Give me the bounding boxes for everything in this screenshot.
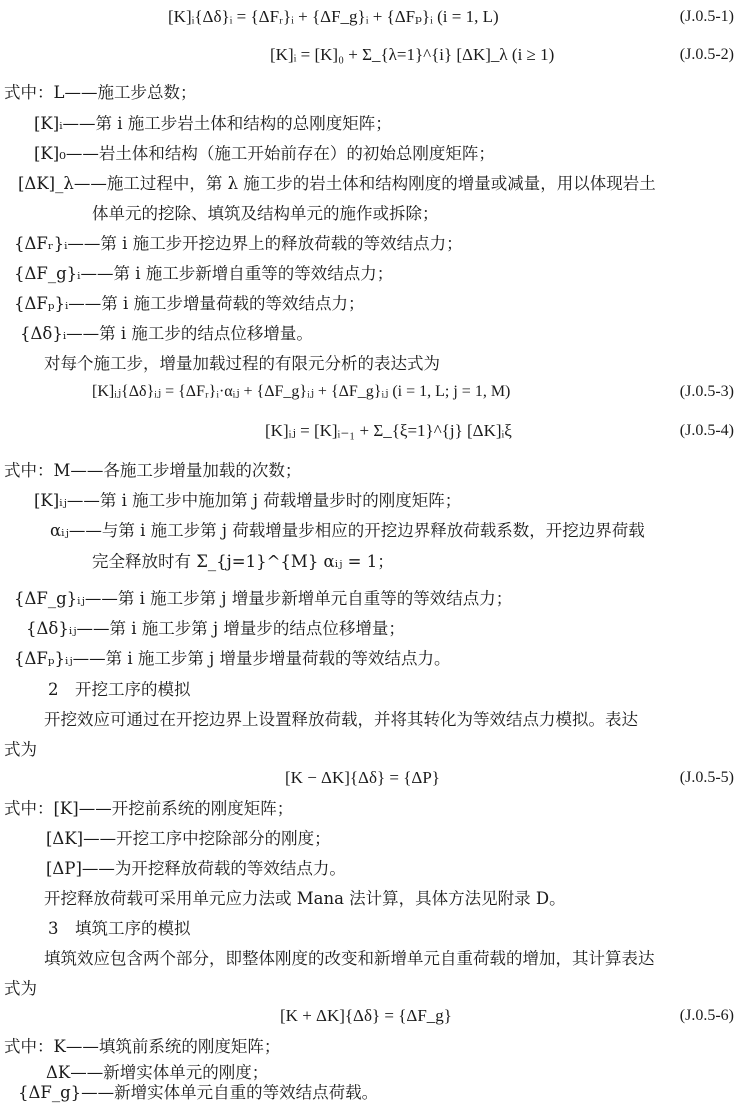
equation-number: (J.0.5-1) — [679, 8, 734, 25]
text-line: 填筑效应包含两个部分，即整体刚度的改变和新增单元自重荷载的增加，其计算表达 — [44, 949, 655, 968]
text-line: [K]₀——岩土体和结构（施工开始前存在）的初始总刚度矩阵； — [34, 144, 495, 163]
text-line: 式为 — [4, 740, 37, 759]
text-line: {Δδ}ᵢⱼ——第 i 施工步第 j 增量步的结点位移增量； — [26, 619, 405, 638]
text-line: 开挖释放荷载可采用单元应力法或 Mana 法计算，具体方法见附录 D。 — [44, 889, 566, 908]
text-line: 式中：[K]——开挖前系统的刚度矩阵； — [4, 799, 294, 818]
text-line: 式中：K——填筑前系统的刚度矩阵； — [4, 1037, 281, 1056]
text-line: ΔK——新增实体单元的刚度； — [46, 1063, 269, 1082]
text-line: 式为 — [4, 979, 37, 998]
equation-j0-5-6: [K + ΔK]{Δδ} = {ΔF_g} — [280, 1006, 452, 1025]
equation-j0-5-2: [K]ᵢ = [K]₀ + Σ_{λ=1}^{i} [ΔK]_λ (i ≥ 1) — [270, 45, 555, 64]
equation-number: (J.0.5-6) — [679, 1007, 734, 1024]
text-line: [K]ᵢⱼ——第 i 施工步中施加第 j 荷载增量步时的刚度矩阵； — [34, 491, 462, 510]
text-line: {Δδ}ᵢ——第 i 施工步的结点位移增量。 — [20, 324, 313, 343]
text-line: 完全释放时有 Σ_{j=1}^{M} αᵢⱼ = 1； — [92, 552, 394, 571]
equation-number: (J.0.5-3) — [679, 383, 734, 400]
text-line: [ΔK]——开挖工序中挖除部分的刚度； — [46, 829, 331, 848]
text-line: {ΔFᵣ}ᵢ——第 i 施工步开挖边界上的释放荷载的等效结点力； — [14, 234, 463, 253]
text-line: 式中：M——各施工步增量加载的次数； — [4, 461, 302, 480]
text-line: 式中：L——施工步总数； — [4, 83, 197, 102]
text-line: {ΔF_g}——新增实体单元自重的等效结点荷载。 — [18, 1083, 379, 1102]
equation-number: (J.0.5-4) — [679, 422, 734, 439]
text-line: {ΔFₚ}ᵢ——第 i 施工步增量荷载的等效结点力； — [14, 294, 365, 313]
equation-j0-5-4: [K]ᵢⱼ = [K]ᵢ₋₁ + Σ_{ξ=1}^{j} [ΔK]ᵢξ — [265, 421, 512, 440]
text-line: {ΔF_g}ᵢⱼ——第 i 施工步第 j 增量步新增单元自重等的等效结点力； — [14, 589, 513, 608]
equation-j0-5-3: [K]ᵢⱼ{Δδ}ᵢⱼ = {ΔFᵣ}ᵢ·αᵢⱼ + {ΔF_g}ᵢⱼ + {ΔF_g}ᵢⱼ (i = 1, L; j = 1, M) — [92, 383, 511, 400]
text-line: 开挖效应可通过在开挖边界上设置释放荷载，并将其转化为等效结点力模拟。表达 — [44, 710, 638, 729]
text-line: [K]ᵢ——第 i 施工步岩土体和结构的总刚度矩阵； — [34, 114, 392, 133]
text-line: [ΔK]_λ——施工过程中，第 λ 施工步的岩土体和结构刚度的增量或减量，用以体现岩土 — [18, 174, 656, 193]
text-line: {ΔF_g}ᵢ——第 i 施工步新增自重等的等效结点力； — [14, 264, 394, 283]
section-heading: 3 填筑工序的模拟 — [48, 919, 191, 938]
text-line: αᵢⱼ——与第 i 施工步第 j 荷载增量步相应的开挖边界释放荷载系数，开挖边界荷载 — [50, 521, 645, 540]
text-line: [ΔP]——为开挖释放荷载的等效结点力。 — [46, 859, 346, 878]
section-heading: 2 开挖工序的模拟 — [48, 680, 191, 699]
equation-number: (J.0.5-5) — [679, 769, 734, 786]
text-line: {ΔFₚ}ᵢⱼ——第 i 施工步第 j 增量步增量荷载的等效结点力。 — [14, 649, 451, 668]
text-line: 对每个施工步，增量加载过程的有限元分析的表达式为 — [44, 354, 440, 373]
equation-number: (J.0.5-2) — [679, 46, 734, 63]
equation-j0-5-5: [K − ΔK]{Δδ} = {ΔP} — [285, 768, 440, 787]
equation-j0-5-1: [K]ᵢ{Δδ}ᵢ = {ΔFᵣ}ᵢ + {ΔF_g}ᵢ + {ΔFₚ}ᵢ (i = 1, L) — [168, 7, 499, 26]
text-line: 体单元的挖除、填筑及结构单元的施作或拆除； — [92, 204, 439, 223]
